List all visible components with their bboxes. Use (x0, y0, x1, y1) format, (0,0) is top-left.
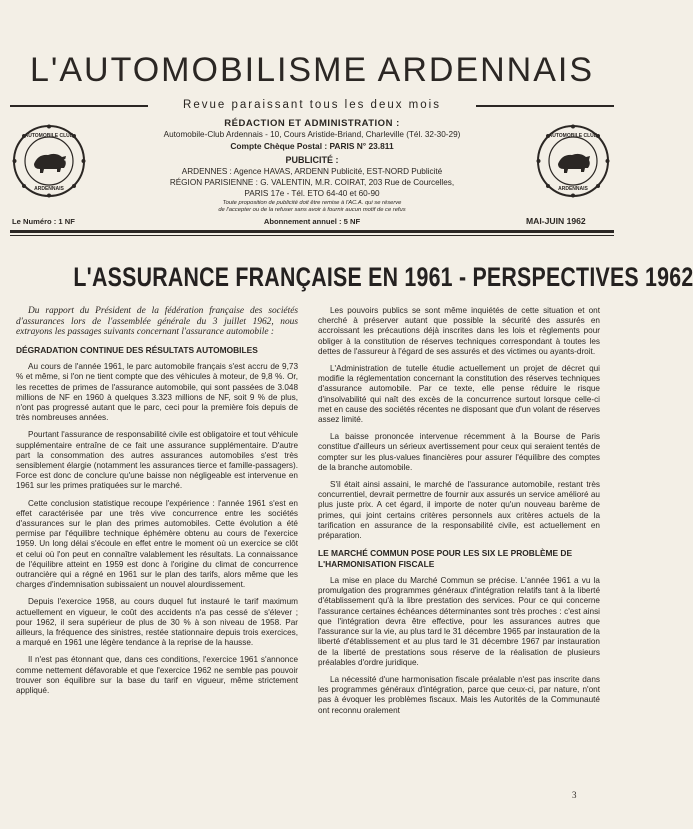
advertising-note-line-1: Toute proposition de publicité doit être remise à l'AC.A. qui se réserve (222, 200, 402, 206)
article-paragraph: La baisse prononcée intervenue récemment à la Bourse de Paris constitue d'ailleurs un sérieux avertissement pour ceux qui seraient tentés de compter sur les plus-values financières pour assurer l'équilibre des comptes de la branche automobile. (318, 432, 600, 472)
advertising-ardennes: ARDENNES : Agence HAVAS, ARDENN Publicité, EST-NORD Publicité (181, 167, 443, 176)
svg-text:AUTOMOBILE CLUB: AUTOMOBILE CLUB (24, 133, 74, 139)
article-paragraph: Il n'est pas étonnant que, dans ces conditions, l'exercice 1961 s'annonce comme nettement défavorable et que l'exercice 1962 ne semble pas pouvoir trouver son équilibre sur la base du tarif en vigueur, même strictement appliqué. (16, 655, 298, 696)
page-number: 3 (572, 790, 577, 800)
svg-text:ARDENNAIS: ARDENNAIS (34, 186, 64, 192)
postal-cheque-account: Compte Chèque Postal : PARIS N° 23.811 (230, 141, 394, 151)
article-column-right (318, 306, 600, 723)
editorial-heading: RÉDACTION ET ADMINISTRATION : (224, 118, 400, 129)
advertising-note-line-2: de l'accepter ou de la refuser sans avoir à fournir aucun motif de ce refus (218, 207, 406, 213)
club-emblem-left-icon (12, 124, 86, 198)
advertising-paris-phone: PARIS 17e - Tél. ETO 64-40 et 60-90 (244, 189, 380, 198)
issue-price: Le Numéro : 1 NF (12, 217, 75, 226)
article-paragraph: S'il était ainsi assaini, le marché de l'assurance automobile, restant très concurrentiel, devrait permettre de fournir aux assurés un service amélioré au plus juste prix. A cet égard, il importe de noter qu'un nouveau barème de primes, qui joint certains critères personnels aux critères actuels de la tarification en assurance de la responsabilité civile, est actuellement en préparation. (318, 480, 600, 541)
masthead-rule-thin (10, 235, 614, 236)
masthead-subtitle-row (10, 98, 614, 112)
article-paragraph: Cette conclusion statistique recoupe l'expérience : l'année 1961 s'est en effet caractérisée par une très vive concurrence entre les sociétés d'assurances sur le plan des primes automobiles. Cette évolution a été permise par l'équilibre technique éphémère obtenu au cours de l'exercice 1959. Un long délai s'écoule en effet entre le moment où un exercice se clôt et celui où l'on peut en connaître valablement les résultats. La connaissance de l'équilibre atteint en 1959 est donc à l'origine du climat de concurrence outrancière qui a régné en 1961 sur le plan des tarifs, alors même que les charges d'indemnisation subissaient un nouvel alourdissement. (16, 498, 298, 590)
advertising-heading: PUBLICITÉ : (285, 155, 339, 165)
article-paragraph: La mise en place du Marché Commun se précise. L'année 1961 a vu la promulgation des programmes généraux d'intégration relatifs tant à la liberté d'établissement qu'à la libre prestation des services. Pour ce qui concerne l'assurance certaines échéances déterminantes sont très proches : c'est ainsi que l'intégration devra être effective, pour les assurances autres que l'assurance sur la vie, au plus tard le 31 décembre 1965 par instauration de la liberté d'établissement et au plus tard le 31 décembre 1967 par instauration de la liberté de prestations sous réserve de la réalisation de plusieurs préalables d'ordre juridique. (318, 576, 600, 667)
masthead-title: L'AUTOMOBILISME ARDENNAIS (29, 51, 595, 89)
article-paragraph: La nécessité d'une harmonisation fiscale préalable n'est pas inscrite dans les programmes généraux d'intégration, parce que ceux-ci, par nature, n'ont pas à évoquer les problèmes fiscaux. Mais les Autorités de la Communauté ont reconnu oralement (318, 674, 600, 715)
svg-text:AUTOMOBILE CLUB: AUTOMOBILE CLUB (548, 133, 598, 139)
club-emblem-right-icon (536, 124, 610, 198)
masthead-subtitle: Revue paraissant tous les deux mois (183, 99, 441, 111)
article-intro: Du rapport du Président de la fédération française des sociétés d'assurances lors de l'assemblée générale du 3 juillet 1962, nous extrayons les passages suivants concernant l'assurance automobile : (16, 306, 298, 338)
article-paragraph: Au cours de l'année 1961, le parc automobile français s'est accru de 9,73 % et même, si l'on ne tient compte que des véhicules à moteur, de 9,8 %. Or, les recettes de primes de l'assurance automobile, qui sont passées de 3.048 millions de NF en 1960 à quelques 3.323 millions de NF, soit 9 % de plus, n'ont pas progressé autant que le parc, ceci pour la première fois depuis de très nombreuses années. (16, 362, 298, 423)
article-headline: L'ASSURANCE FRANÇAISE EN 1961 - PERSPECTIVES 1962 (73, 262, 693, 292)
article-paragraph: Pourtant l'assurance de responsabilité civile est obligatoire et tout véhicule supplémentaire entraîne de ce fait une assurance supplémentaire. D'autre part la consommation des autres assurances automobiles s'est très sensiblement élargie (notamment les assurances tierce et famille-passagers). Force est donc de conclure qu'une baisse non négligeable est intervenue en 1961 sur les primes pratiquées sur le marché. (16, 430, 298, 491)
article-paragraph: L'Administration de tutelle étudie actuellement un projet de décret qui modifie la réglementation concernant la constitution des réserves techniques d'assurance automobile. Par ce texte, elle pense réduire le risque d'insolvabilité qui naît des excès de la concurrence surtout lorsque celle-ci met en cause des sociétés récentes ne disposant que d'un volant de réserves assez limité. (318, 364, 600, 425)
section-heading-degradation: DÉGRADATION CONTINUE DES RÉSULTATS AUTOMOBILES (16, 344, 258, 355)
svg-text:ARDENNAIS: ARDENNAIS (558, 186, 588, 192)
article-column-left (16, 306, 298, 703)
annual-subscription: Abonnement annuel : 5 NF (263, 217, 361, 226)
section-heading-common-market: LE MARCHÉ COMMUN POSE POUR LES SIX LE PROBLÈME DE L'HARMONISATION FISCALE (318, 548, 573, 569)
masthead-rule-thick (10, 230, 614, 233)
article-paragraph: Depuis l'exercice 1958, au cours duquel fut instauré le tarif maximum actuellement en vigueur, le coût des accidents n'a pas cessé de s'élever ; pour 1962, il sera supérieur de plus de 30 % à son niveau de 1958. Par ailleurs, la fréquence des sinistres, restée stationnaire depuis trois exercices, a marqué en 1961 une légère tendance à la reprise de la hausse. (16, 597, 298, 648)
article-paragraph: Les pouvoirs publics se sont même inquiétés de cette situation et ont cherché à préserver autant que possible la sécurité des assurés en accroissant les précautions déjà inscrites dans les lois et règlements pour obliger à la constitution de réserves techniques correspondant à toutes les dettes de l'assureur à l'égard de ses assurés et des victimes ou ayants-droit. (318, 306, 600, 356)
editorial-address: Automobile-Club Ardennais - 10, Cours Aristide-Briand, Charleville (Tél. 32-30-29) (163, 130, 461, 139)
advertising-paris-region: RÉGION PARISIENNE : G. VALENTIN, M.R. COIRAT, 203 Rue de Courcelles, (169, 178, 455, 187)
issue-date: MAI-JUIN 1962 (526, 216, 586, 226)
